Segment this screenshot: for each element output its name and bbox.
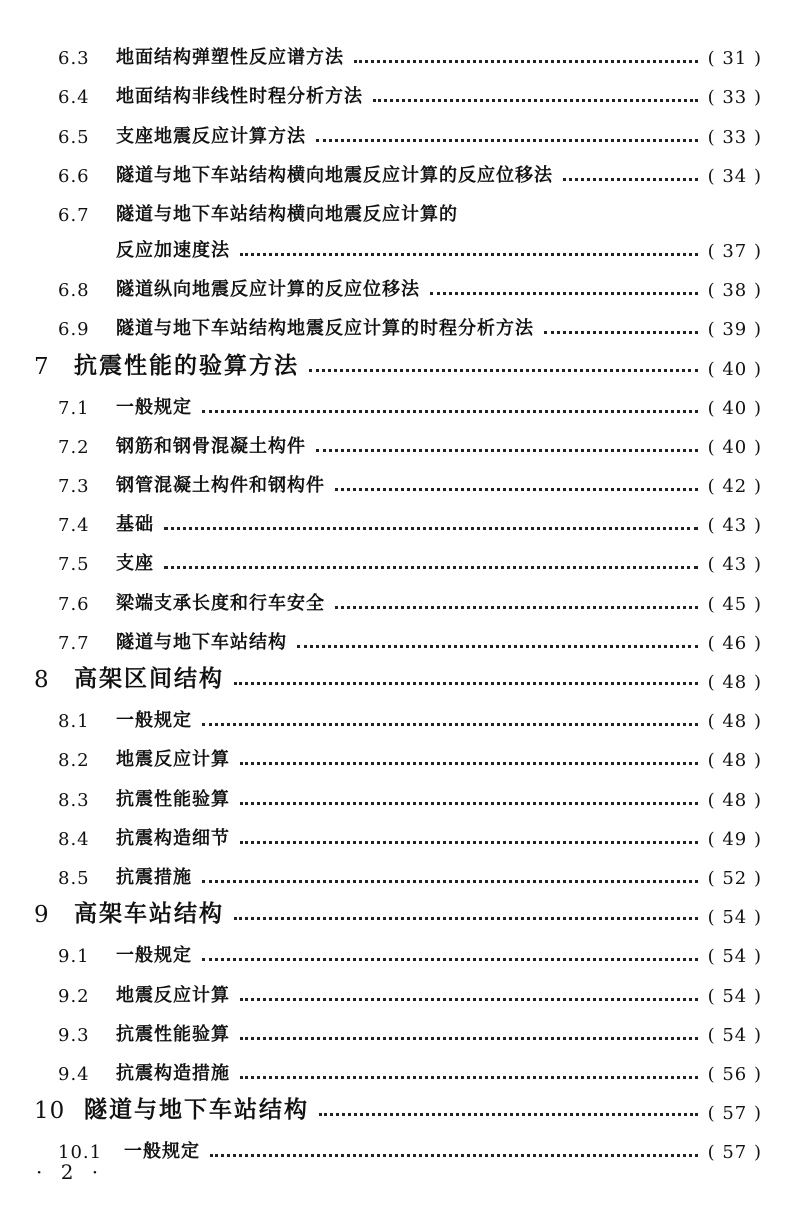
entry-page-number: ( 54 ): [707, 1024, 762, 1046]
entry-page-number: ( 57 ): [707, 1142, 762, 1164]
dot-leader: [319, 1112, 698, 1116]
toc-chapter-entry[interactable]: [0, 1085, 790, 1124]
entry-title: 地面结构弹塑性反应谱方法: [116, 47, 344, 69]
dot-leader: [309, 368, 698, 372]
dot-leader: [164, 526, 698, 530]
entry-page-number: ( 43 ): [707, 554, 762, 576]
entry-page-number: ( 40 ): [707, 397, 762, 419]
toc-section-entry[interactable]: [0, 69, 790, 108]
table-of-contents: [0, 30, 790, 1163]
entry-page-number: ( 57 ): [707, 1103, 762, 1125]
entry-title: 抗震构造措施: [116, 1062, 230, 1084]
dot-leader: [335, 605, 698, 609]
dot-leader: [240, 1036, 698, 1040]
entry-title: 支座地震反应计算方法: [116, 125, 306, 147]
entry-title: 抗震性能验算: [116, 1023, 230, 1045]
entry-title: 基础: [116, 514, 154, 536]
entry-title: 一般规定: [116, 396, 192, 418]
entry-number: 10: [34, 1098, 66, 1125]
entry-number: 7.1: [58, 397, 90, 419]
entry-title: 支座: [116, 553, 154, 575]
dot-leader: [563, 177, 698, 181]
entry-number: 6.5: [58, 126, 90, 148]
toc-section-entry[interactable]: [0, 108, 790, 147]
toc-section-entry[interactable]: [0, 1124, 790, 1163]
dot-leader: [297, 644, 698, 648]
entry-number: 7.6: [58, 593, 90, 615]
entry-page-number: ( 43 ): [707, 515, 762, 537]
entry-page-number: ( 37 ): [707, 240, 762, 262]
entry-page-number: ( 54 ): [707, 985, 762, 1007]
entry-title: 梁端支承长度和行车安全: [116, 592, 325, 614]
toc-section-entry[interactable]: [0, 1007, 790, 1046]
entry-number: 6.3: [58, 48, 90, 70]
dot-leader: [234, 681, 698, 685]
page-number: · 2 ·: [36, 1160, 105, 1184]
toc-chapter-entry[interactable]: [0, 340, 790, 379]
entry-title: 一般规定: [116, 945, 192, 967]
dot-leader: [335, 487, 698, 491]
entry-title: 钢筋和钢骨混凝土构件: [116, 435, 306, 457]
toc-section-entry[interactable]: [0, 30, 790, 69]
entry-page-number: ( 40 ): [707, 436, 762, 458]
dot-leader: [210, 1153, 698, 1157]
toc-section-entry[interactable]: [0, 693, 790, 732]
dot-leader: [316, 138, 698, 142]
dot-leader: [202, 722, 698, 726]
entry-page-number: ( 31 ): [707, 48, 762, 70]
toc-section-entry[interactable]: [0, 301, 790, 340]
dot-leader: [373, 98, 698, 102]
entry-number: 10.1: [58, 1142, 103, 1164]
entry-title: 一般规定: [124, 1141, 200, 1163]
entry-page-number: ( 54 ): [707, 946, 762, 968]
entry-number: 7: [34, 353, 50, 380]
toc-section-entry[interactable]: [0, 850, 790, 889]
entry-number: 6.4: [58, 87, 90, 109]
entry-number: 9.2: [58, 985, 90, 1007]
entry-title: 隧道纵向地震反应计算的反应位移法: [116, 279, 420, 301]
entry-page-number: ( 40 ): [707, 358, 762, 380]
entry-title: 地面结构非线性时程分析方法: [116, 86, 363, 108]
entry-title: 抗震性能验算: [116, 788, 230, 810]
entry-title: 高架车站结构: [74, 901, 224, 928]
entry-page-number: ( 48 ): [707, 672, 762, 693]
toc-chapter-entry[interactable]: [0, 654, 790, 693]
entry-number: 7.2: [58, 436, 90, 458]
entry-page-number: ( 33 ): [707, 87, 762, 109]
entry-number: 9.3: [58, 1024, 90, 1046]
entry-page-number: ( 38 ): [707, 280, 762, 302]
toc-section-entry[interactable]: [0, 148, 790, 187]
entry-page-number: ( 54 ): [707, 907, 762, 929]
entry-title: 隧道与地下车站结构横向地震反应计算的反应位移法: [116, 164, 553, 186]
dot-leader: [354, 59, 698, 63]
dot-leader: [544, 330, 698, 334]
entry-number: 7.4: [58, 515, 90, 537]
entry-title: 反应加速度法: [116, 239, 230, 261]
entry-page-number: ( 45 ): [707, 593, 762, 615]
toc-section-entry[interactable]: [0, 575, 790, 614]
dot-leader: [240, 801, 698, 805]
toc-entry-continuation[interactable]: [0, 226, 790, 262]
entry-page-number: ( 34 ): [707, 165, 762, 187]
toc-section-entry[interactable]: [0, 967, 790, 1006]
entry-page-number: ( 48 ): [707, 789, 762, 811]
entry-page-number: ( 42 ): [707, 476, 762, 498]
dot-leader: [240, 1075, 698, 1079]
entry-title: 隧道与地下车站结构地震反应计算的时程分析方法: [116, 318, 534, 340]
dot-leader: [240, 997, 698, 1001]
toc-section-entry[interactable]: [0, 536, 790, 575]
entry-title: 抗震措施: [116, 866, 192, 888]
toc-chapter-entry[interactable]: [0, 889, 790, 928]
toc-section-entry[interactable]: [0, 615, 790, 654]
dot-leader: [234, 916, 698, 920]
toc-section-entry[interactable]: [0, 497, 790, 536]
entry-title: 高架区间结构: [74, 666, 224, 692]
entry-number: 8.2: [58, 750, 90, 772]
entry-page-number: ( 49 ): [707, 828, 762, 850]
toc-section-entry[interactable]: [0, 928, 790, 967]
entry-title: 抗震构造细节: [116, 827, 230, 849]
entry-number: 8.4: [58, 828, 90, 850]
entry-number: 9: [34, 902, 50, 929]
entry-number: 8.1: [58, 711, 90, 733]
entry-number: 8.5: [58, 867, 90, 889]
toc-section-entry[interactable]: [0, 771, 790, 810]
toc-section-entry[interactable]: [0, 419, 790, 458]
entry-title: 隧道与地下车站结构横向地震反应计算的: [116, 203, 458, 225]
entry-title: 一般规定: [116, 710, 192, 732]
dot-leader: [202, 409, 698, 413]
dot-leader: [202, 957, 698, 961]
dot-leader: [316, 448, 698, 452]
toc-section-entry[interactable]: [0, 262, 790, 301]
entry-page-number: ( 52 ): [707, 867, 762, 889]
entry-title: 地震反应计算: [116, 984, 230, 1006]
entry-number: 7.5: [58, 554, 90, 576]
entry-number: 6.9: [58, 319, 90, 341]
toc-section-entry[interactable]: [0, 811, 790, 850]
dot-leader: [430, 291, 698, 295]
entry-title: 地震反应计算: [116, 749, 230, 771]
entry-page-number: ( 33 ): [707, 126, 762, 148]
entry-title: 隧道与地下车站结构: [84, 1097, 309, 1124]
toc-section-entry: [0, 187, 790, 226]
entry-number: 8: [34, 667, 50, 693]
toc-section-entry[interactable]: [0, 458, 790, 497]
entry-page-number: ( 46 ): [707, 632, 762, 654]
dot-leader: [240, 761, 698, 765]
entry-page-number: ( 48 ): [707, 711, 762, 733]
entry-title: 隧道与地下车站结构: [116, 631, 287, 653]
entry-number: 6.8: [58, 280, 90, 302]
dot-leader: [164, 565, 698, 569]
entry-number: 7.3: [58, 476, 90, 498]
dot-leader: [202, 879, 698, 883]
entry-number: 7.7: [58, 632, 90, 654]
entry-number: 9.1: [58, 946, 90, 968]
entry-number: 6.6: [58, 165, 90, 187]
entry-number: 6.7: [58, 204, 90, 226]
entry-title: 钢管混凝土构件和钢构件: [116, 475, 325, 497]
entry-number: 9.4: [58, 1063, 90, 1085]
dot-leader: [240, 252, 698, 256]
toc-section-entry[interactable]: [0, 380, 790, 419]
toc-section-entry[interactable]: [0, 1046, 790, 1085]
entry-title: 抗震性能的验算方法: [74, 352, 299, 379]
entry-page-number: ( 39 ): [707, 319, 762, 341]
entry-number: 8.3: [58, 789, 90, 811]
toc-section-entry[interactable]: [0, 732, 790, 771]
entry-page-number: ( 56 ): [707, 1063, 762, 1085]
entry-page-number: ( 48 ): [707, 750, 762, 772]
dot-leader: [240, 840, 698, 844]
